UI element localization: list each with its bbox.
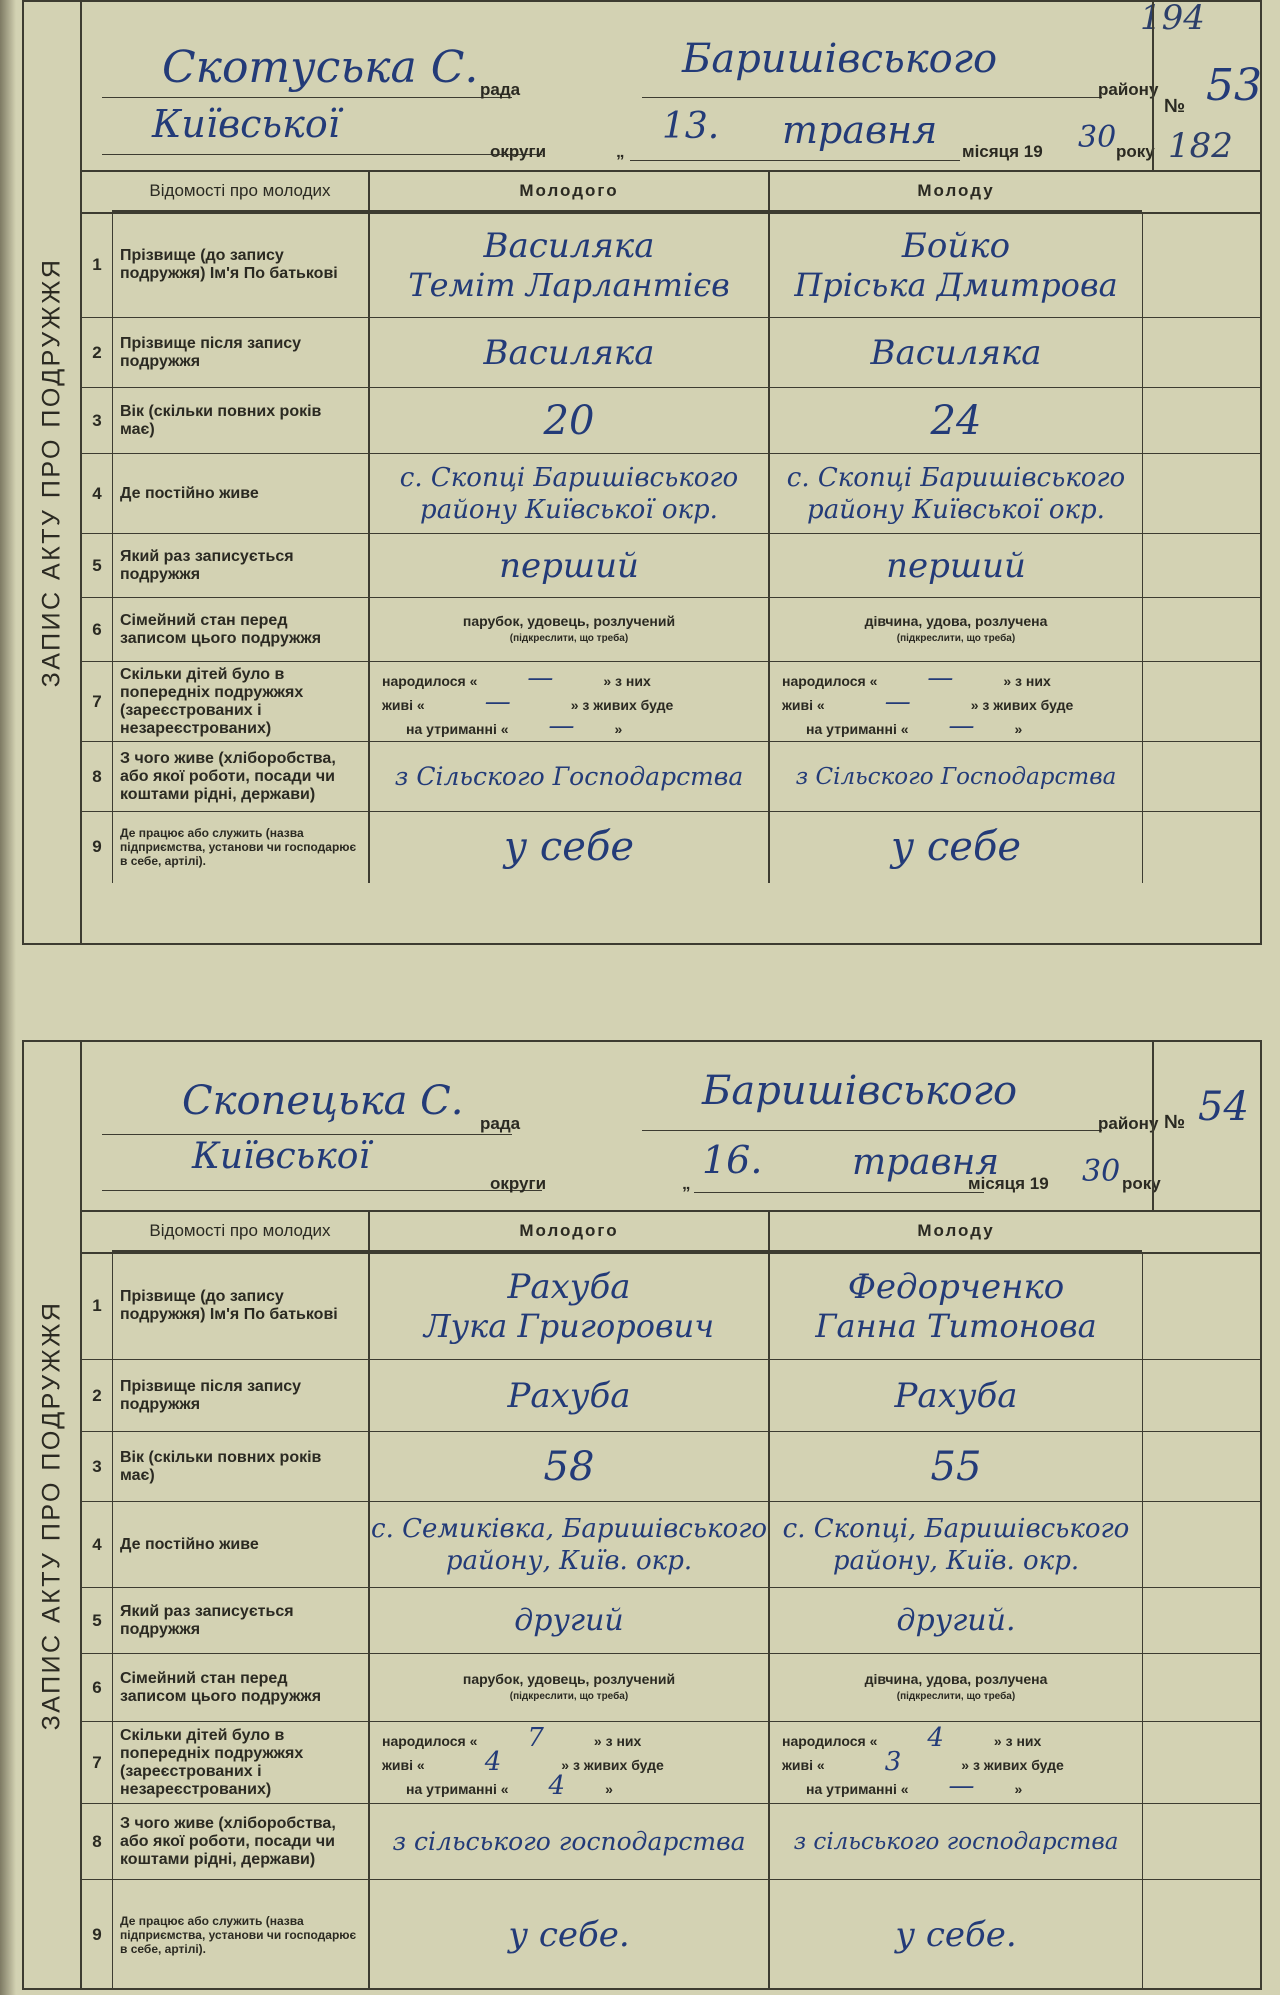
row-8: 8 З чого живе (хліборобства, або якої роботи, посади чи коштами рідні, держави) з сільського господарства з сільського господарства	[82, 1804, 1260, 1880]
bride-surname-after: Рахуба	[894, 1375, 1018, 1416]
row-1: 1 Прізвище (до запису подружжя) Ім'я По батькові Рахуба Лука Григорович Федорченко Ганна Титонова	[82, 1252, 1260, 1360]
row-6: 6 Сімейний стан перед записом цього подружжя парубок, удовець, розлучений (підкреслити, що треба) дівчина, удова, розлучена (підкреслити, що треба)	[82, 1654, 1260, 1722]
marriage-record-54	[22, 1040, 1262, 1990]
okrug-label: округи	[490, 142, 547, 161]
groom-times: перший	[499, 545, 639, 586]
rada-label: рада	[480, 1114, 521, 1133]
row-3: 3 Вік (скільки повних років має) 58 55	[82, 1432, 1260, 1502]
record-number-box: № 53	[1152, 2, 1260, 170]
raion-label: району	[1098, 1114, 1159, 1133]
groom-work: у себе.	[508, 1915, 630, 1955]
side-title: ЗАПИС АКТУ ПРО ПОДРУЖЖЯ	[24, 1042, 82, 1988]
row-5: 5 Який раз записується подружжя перший перший	[82, 534, 1260, 598]
row-1: 1 Прізвище (до запису подружжя) Ім'я По батькові Василяка Теміт Ларлантієв Бойко Пріська Дмитрова	[82, 212, 1260, 318]
month-value: травня	[852, 1142, 1000, 1183]
groom-work: у себе	[503, 824, 635, 870]
page-number-top: 194	[1140, 0, 1205, 38]
record-number: 54	[1198, 1084, 1249, 1130]
side-title: ЗАПИС АКТУ ПРО ПОДРУЖЖЯ	[24, 2, 82, 943]
groom-residence: с. Семиківка, Баришівського району, Київ. окр.	[371, 1513, 767, 1576]
month-value: травня	[782, 108, 938, 152]
bride-residence: с. Скопці, Баришівського району, Київ. окр.	[782, 1513, 1130, 1576]
col-bride: Молоду	[770, 172, 1142, 212]
bride-age: 55	[930, 1443, 982, 1490]
okrug-value: Київської	[192, 1136, 370, 1177]
row-5: 5 Який раз записується подружжя другий другий.	[82, 1588, 1260, 1654]
bride-status-options: дівчина, удова, розлучена	[864, 612, 1048, 629]
bride-work: у себе	[890, 824, 1022, 870]
bride-work: у себе.	[895, 1915, 1017, 1955]
groom-age: 20	[543, 397, 595, 444]
row-6: 6 Сімейний стан перед записом цього подружжя парубок, удовець, розлучений (підкреслити, що треба) дівчина, удова, розлучена (підкреслити, що треба)	[82, 598, 1260, 662]
groom-surname-after: Василяка	[483, 332, 655, 373]
month-label: місяця 19	[962, 142, 1043, 161]
groom-times: другий	[514, 1603, 624, 1638]
year-value: 30	[1078, 120, 1117, 155]
bride-age: 24	[930, 397, 982, 444]
year-label: року	[1116, 142, 1155, 161]
bride-status-options: дівчина, удова, розлучена	[864, 1670, 1048, 1687]
rada-value: Скопецька С.	[182, 1078, 464, 1124]
day-value: 13.	[662, 106, 720, 147]
col-info: Відомості про молодих	[112, 172, 368, 212]
groom-status-options: парубок, удовець, розлучений	[462, 612, 676, 629]
groom-residence: с. Скопці Баришівського району Київської окр.	[399, 462, 739, 525]
groom-kids: народилося « — » з них живі « — » з живих буде на утриманні « — »	[382, 663, 674, 741]
groom-income: з Сільского Господарства	[394, 762, 744, 791]
raion-value: Баришівського	[702, 1068, 1018, 1114]
bride-income: з сільського господарства	[793, 1828, 1119, 1855]
year-value: 30	[1082, 1154, 1121, 1189]
okrug-value: Київської	[152, 102, 340, 146]
bride-kids: народилося « 4 » з них живі « 3 » з живих буде на утриманні « — »	[782, 1723, 1064, 1801]
groom-kids: народилося « 7 » з них живі « 4 » з живих буде на утриманні « 4 »	[382, 1723, 664, 1801]
record-table	[82, 1212, 1260, 1988]
groom-surname: Василяка	[483, 225, 655, 266]
groom-status-options: парубок, удовець, розлучений	[462, 1670, 676, 1687]
bride-times: другий.	[896, 1603, 1016, 1638]
record-header: Скотуська С. рада Баришівського району Київської округи „ 13. травня місяця 19 30 року № 53	[82, 2, 1260, 172]
record-number-box: № 54	[1152, 1042, 1260, 1210]
bride-kids: народилося « — » з них живі « — » з живих буде на утриманні « — »	[782, 663, 1074, 741]
row-7: 7 Скільки дітей було в попередніх подружжях (зареєстрованих і незареєстрованих) народилося « — » з них живі « — » з живих буде на утриманні « — » народилося « — » з них живі « — » з живих буде на утриманні « — »	[82, 662, 1260, 742]
col-bride: Молоду	[770, 1212, 1142, 1252]
col-groom: Молодого	[370, 1212, 768, 1252]
bride-surname: Федорченко	[847, 1266, 1065, 1307]
row-4: 4 Де постійно живе с. Скопці Баришівського району Київської окр. с. Скопці Баришівського району Київської окр.	[82, 454, 1260, 534]
groom-surname-after: Рахуба	[507, 1375, 631, 1416]
record-header: Скопецька С. рада Баришівського району Київської округи „ 16. травня місяця 19 30 року № 54	[82, 1042, 1260, 1212]
row-4: 4 Де постійно живе с. Семиківка, Баришівського району, Київ. окр. с. Скопці, Баришівського району, Київ. окр.	[82, 1502, 1260, 1588]
groom-income: з сільського господарства	[392, 1827, 746, 1856]
rada-value: Скотуська С.	[162, 42, 479, 93]
page-number-bottom: 182	[1168, 126, 1233, 166]
bride-name: Ганна Титонова	[815, 1306, 1097, 1345]
groom-surname: Рахуба	[507, 1266, 631, 1307]
rada-label: рада	[480, 80, 521, 99]
bride-surname: Бойко	[901, 225, 1011, 266]
page-binding-edge	[0, 0, 16, 1995]
bride-times: перший	[886, 545, 1026, 586]
row-2: 2 Прізвище після запису подружжя Василяка Василяка	[82, 318, 1260, 388]
bride-income: з Сільского Господарства	[795, 763, 1117, 790]
month-label: місяця 19	[968, 1174, 1049, 1193]
row-9: 9 Де працює або служить (назва підприємства, установи чи господарює в себе, артілі). у себе у себе	[92, 824, 1022, 870]
bride-name: Пріська Дмитрова	[794, 265, 1118, 304]
record-table	[82, 172, 1260, 943]
col-groom: Молодого	[370, 172, 768, 212]
row-8: 8 З чого живе (хліборобства, або якої роботи, посади чи коштами рідні, держави) з Сільского Господарства з Сільского Господарства	[82, 742, 1260, 812]
row-3: 3 Вік (скільки повних років має) 20 24	[82, 388, 1260, 454]
row-2: 2 Прізвище після запису подружжя Рахуба Рахуба	[82, 1360, 1260, 1432]
raion-value: Баришівського	[682, 36, 998, 82]
marriage-record-53	[22, 0, 1262, 945]
col-info: Відомості про молодих	[112, 1212, 368, 1252]
row-7: 7 Скільки дітей було в попередніх подружжях (зареєстрованих і незареєстрованих) народилося « 7 » з них живі « 4 » з живих буде на утриманні « 4 » народилося « 4 » з них живі « 3 » з живих буде на утриманні « — »	[82, 1722, 1260, 1804]
okrug-label: округи	[490, 1174, 547, 1193]
raion-label: району	[1098, 80, 1159, 99]
bride-residence: с. Скопці Баришівського району Київської окр.	[786, 462, 1126, 525]
bride-surname-after: Василяка	[870, 332, 1042, 373]
year-label: року	[1122, 1174, 1161, 1193]
row-9: 9 Де працює або служить (назва підприємства, установи чи господарює в себе, артілі). у себе. у себе.	[92, 1914, 1017, 1956]
day-value: 16.	[702, 1138, 763, 1182]
groom-name: Теміт Ларлантієв	[408, 265, 730, 304]
groom-age: 58	[543, 1443, 595, 1490]
record-number: 53	[1206, 60, 1262, 111]
groom-name: Лука Григорович	[423, 1306, 715, 1345]
